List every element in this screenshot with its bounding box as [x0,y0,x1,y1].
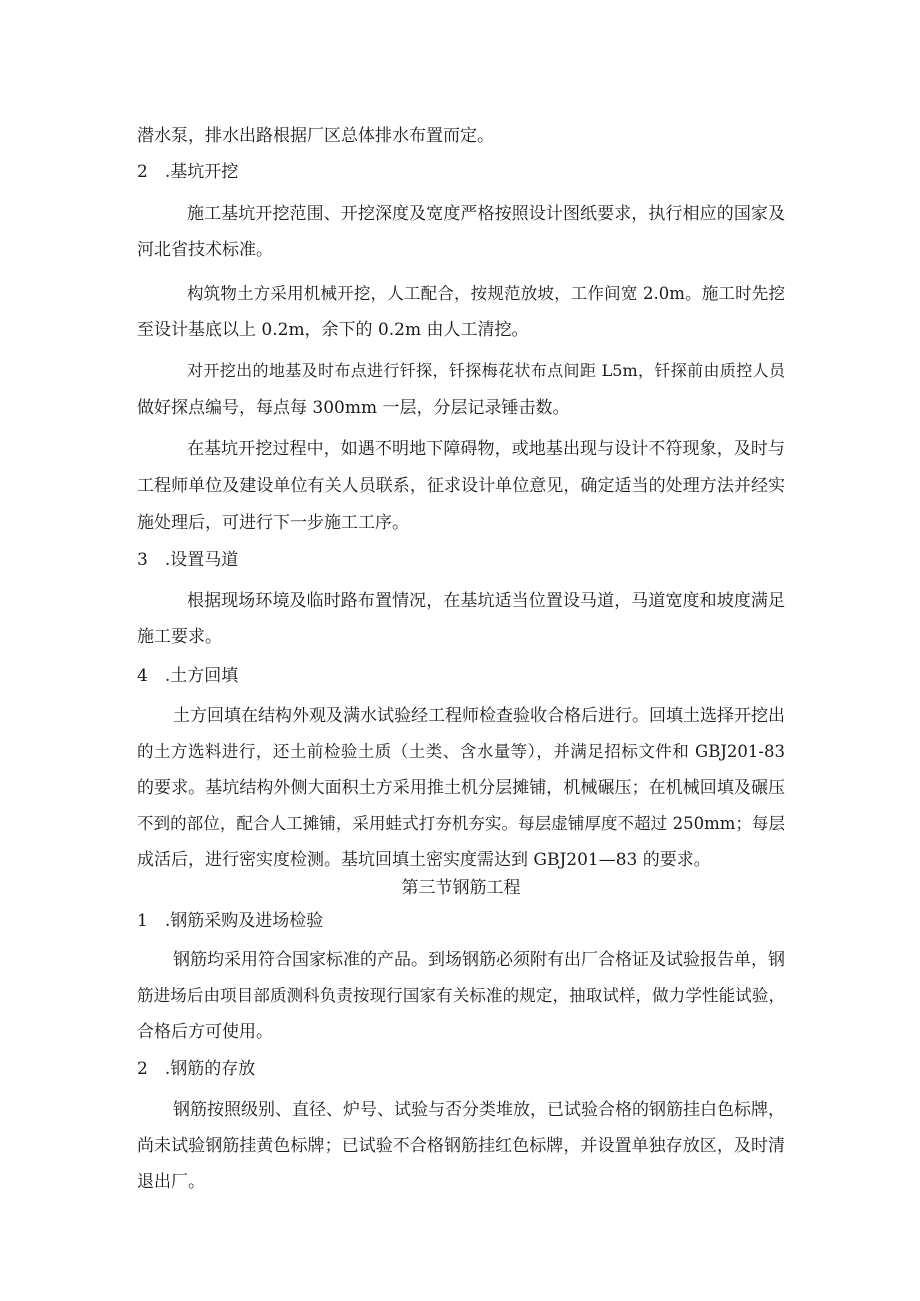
text-line: 施处理后，可进行下一步施工工序。 [137,513,409,533]
text-line: 筋进场后由项目部质测科负责按现行国家有关标准的规定，抽取试样，做力学性能试验， [137,986,785,1005]
subheading-text: 3 .设置马道 [137,550,239,570]
text-line: 成活后，进行密实度检测。基坑回填土密实度需达到 GBJ201—83 的要求。 [137,850,711,870]
text-line: 的要求。基坑结构外侧大面积土方采用推土机分层摊铺，机械碾压；在机械回填及碾压 [137,778,785,798]
subheading-text: 1 .钢筋采购及进场检验 [137,911,324,931]
text-line: 退出厂。 [137,1172,205,1192]
text-line: 的土方选料进行，还土前检验土质（土类、含水量等），并满足招标文件和 GBJ201-83 [137,742,785,761]
text-line: 做好探点编号，每点每 300mm 一层，分层记录锤击数。 [137,398,570,418]
subheading-text: 2 .基坑开挖 [137,162,239,182]
text-line: 钢筋均采用符合国家标准的产品。到场钢筋必须附有出厂合格证及试验报告单，钢 [173,950,785,970]
text-line: 对开挖出的地基及时布点进行钎探，钎探梅花状布点间距 L5m，钎探前由质控人员 [187,361,785,380]
text-line: 钢筋按照级别、直径、炉号、试验与否分类堆放，已试验合格的钢筋挂白色标牌， [173,1100,785,1120]
text-line: 河北省技术标准。 [137,240,273,260]
text-line: 根据现场环境及临时路布置情况，在基坑适当位置设马道，马道宽度和坡度满足 [187,591,785,611]
text-line: 合格后方可使用。 [137,1022,273,1042]
text-line: 工程师单位及建设单位有关人员联系，征求设计单位意见，确定适当的处理方法并经实 [137,476,785,496]
text-line: 构筑物土方采用机械开挖，人工配合，按规范放坡，工作间宽 2.0m。施工时先挖 [187,284,785,303]
subheading-text: 2 .钢筋的存放 [137,1059,256,1079]
text-line: 不到的部位，配合人工摊铺，采用蛙式打夯机夯实。每层虚铺厚度不超过 250mm；每层 [137,814,785,833]
text-line: 潜水泵，排水出路根据厂区总体排水布置而定。 [137,126,494,146]
text-line: 施工基坑开挖范围、开挖深度及宽度严格按照设计图纸要求，执行相应的国家及 [187,204,785,224]
subheading-text: 4 .土方回填 [137,666,239,686]
text-line: 在基坑开挖过程中，如遇不明地下障碍物，或地基出现与设计不符现象，及时与 [187,439,785,459]
text-line: 施工要求。 [137,627,222,647]
section-title-text: 第三节钢筋工程 [401,878,521,898]
text-line: 土方回填在结构外观及满水试验经工程师检查验收合格后进行。回填土选择开挖出 [173,706,785,726]
text-line: 尚未试验钢筋挂黄色标牌；已试验不合格钢筋挂红色标牌，并设置单独存放区，及时清 [137,1136,785,1156]
text-line: 至设计基底以上 0.2m，余下的 0.2m 由人工清挖。 [137,320,529,340]
